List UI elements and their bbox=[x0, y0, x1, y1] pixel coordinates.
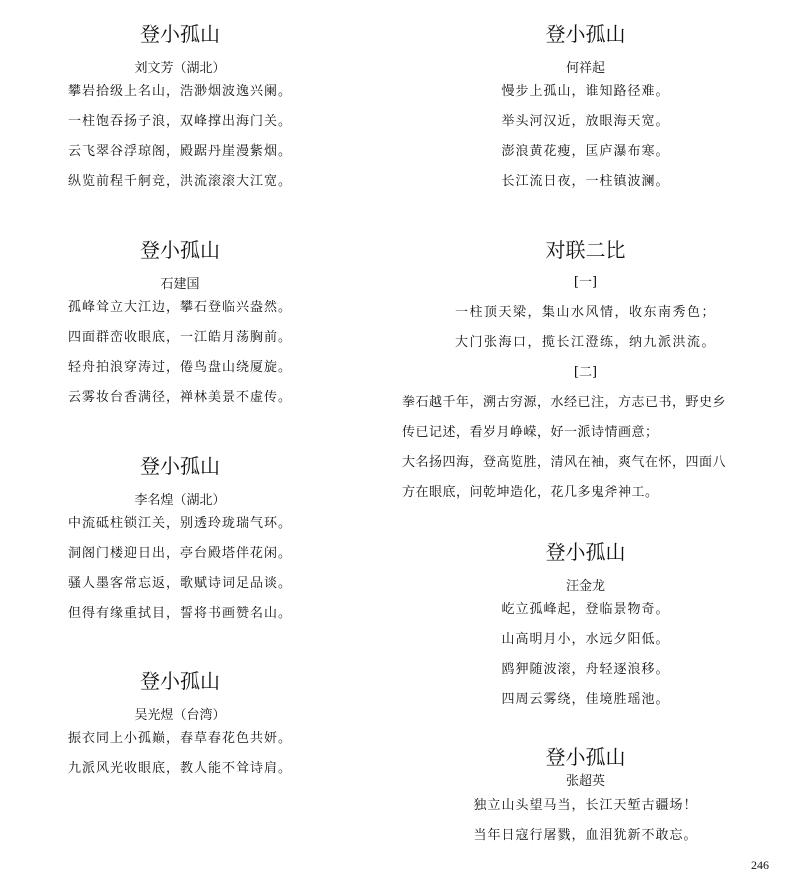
poem-line: 攀岩拾级上名山，浩渺烟波逸兴阑。 bbox=[67, 84, 292, 99]
couplet-line: 一柱顶天梁，集山水风情，收东南秀色； bbox=[454, 305, 716, 320]
page-number: 246 bbox=[751, 858, 769, 872]
poem-line: 振衣同上小孤巅，春草春花色共妍。 bbox=[67, 731, 292, 746]
poem-line: 一柱饱吞扬子浪，双峰撑出海门关。 bbox=[67, 114, 292, 129]
poem-title: 登小孤山 bbox=[545, 745, 626, 769]
poem-line: 洞阁门楼迎日出，亭台殿塔伴花闲。 bbox=[67, 546, 292, 561]
poem-title: 登小孤山 bbox=[545, 22, 626, 46]
poem-line: 四周云雾绕，佳境胜瑶池。 bbox=[501, 692, 670, 707]
poem-he-xiangqi bbox=[388, 22, 783, 203]
poem-line: 中流砥柱锁江关，别透玲珑瑞气环。 bbox=[67, 516, 292, 531]
couplet-section bbox=[388, 238, 783, 514]
poem-title: 登小孤山 bbox=[140, 22, 220, 46]
couplet-label: [二] bbox=[573, 365, 598, 380]
poem-line: 屹立孤峰起，登临景物奇。 bbox=[501, 602, 670, 617]
poem-author: 吴光煜（台湾） bbox=[134, 708, 226, 723]
poem-line: 澎浪黄花瘦，匡庐瀑布寒。 bbox=[501, 144, 670, 159]
poem-author: 汪金龙 bbox=[565, 579, 605, 594]
poem-zhang-chaoying bbox=[388, 745, 783, 857]
poem-li-minghuang bbox=[0, 454, 360, 635]
couplet-label: [一] bbox=[573, 275, 598, 290]
poem-line: 轻舟拍浪穿涛过，倦鸟盘山绕厦旋。 bbox=[67, 360, 292, 375]
poem-author: 张超英 bbox=[565, 774, 605, 789]
poem-title: 登小孤山 bbox=[140, 454, 220, 478]
poem-wang-jinlong bbox=[388, 540, 783, 721]
couplet-title: 对联二比 bbox=[545, 238, 626, 262]
poem-author: 石建国 bbox=[160, 277, 200, 292]
poem-author: 李名煌（湖北） bbox=[134, 493, 226, 508]
couplet-line: 传已记述，看岁月峥嵘，好一派诗情画意； bbox=[402, 425, 659, 440]
couplet-line: 方在眼底，问乾坤造化，花几多鬼斧神工。 bbox=[402, 485, 659, 500]
poem-line: 独立山头望马当，长江天堑古疆场！ bbox=[473, 798, 698, 813]
couplet-line: 大名扬四海，登高览胜，清风在袖，爽气在怀，四面八 bbox=[402, 455, 727, 470]
poem-wu-guangyu bbox=[0, 669, 360, 790]
couplet-line: 拳石越千年，溯古穷源，水经已注，方志已书，野史乡 bbox=[402, 395, 727, 410]
poem-line: 长江流日夜，一柱镇波澜。 bbox=[501, 174, 670, 189]
poem-title: 登小孤山 bbox=[140, 669, 220, 693]
poem-line: 山高明月小，水远夕阳低。 bbox=[501, 632, 670, 647]
poem-line: 九派风光收眼底，教人能不耸诗肩。 bbox=[67, 761, 292, 776]
poem-shi-jianguo bbox=[0, 238, 360, 419]
poem-line: 当年日寇行屠戮，血泪犹新不敢忘。 bbox=[473, 828, 698, 843]
poem-line: 但得有缘重拭目，誓将书画赞名山。 bbox=[67, 606, 292, 621]
poem-title: 登小孤山 bbox=[545, 540, 626, 564]
poem-author: 刘文芳（湖北） bbox=[134, 61, 226, 76]
poem-line: 四面群峦收眼底，一江皓月荡胸前。 bbox=[67, 330, 292, 345]
couplet-line: 大门张海口，揽长江澄练，纳九派洪流。 bbox=[454, 335, 716, 350]
poem-title: 登小孤山 bbox=[140, 238, 220, 262]
poem-liu-wenfang bbox=[0, 22, 360, 203]
poem-line: 云飞翠谷浮琼阁，殿踞丹崖漫紫烟。 bbox=[67, 144, 292, 159]
poem-line: 纵览前程千舸竞，洪流滚滚大江宽。 bbox=[67, 174, 292, 189]
poem-author: 何祥起 bbox=[565, 61, 605, 76]
poem-line: 云雾妆台香满径，禅林美景不虚传。 bbox=[67, 390, 292, 405]
poem-line: 骚人墨客常忘返，歌赋诗词足品谈。 bbox=[67, 576, 292, 591]
poem-line: 慢步上孤山，谁知路径难。 bbox=[501, 84, 670, 99]
poem-line: 鸥狎随波滚，舟轻逐浪移。 bbox=[501, 662, 670, 677]
poem-line: 举头河汉近，放眼海天宽。 bbox=[501, 114, 670, 129]
poem-line: 孤峰耸立大江边，攀石登临兴盎然。 bbox=[67, 300, 292, 315]
